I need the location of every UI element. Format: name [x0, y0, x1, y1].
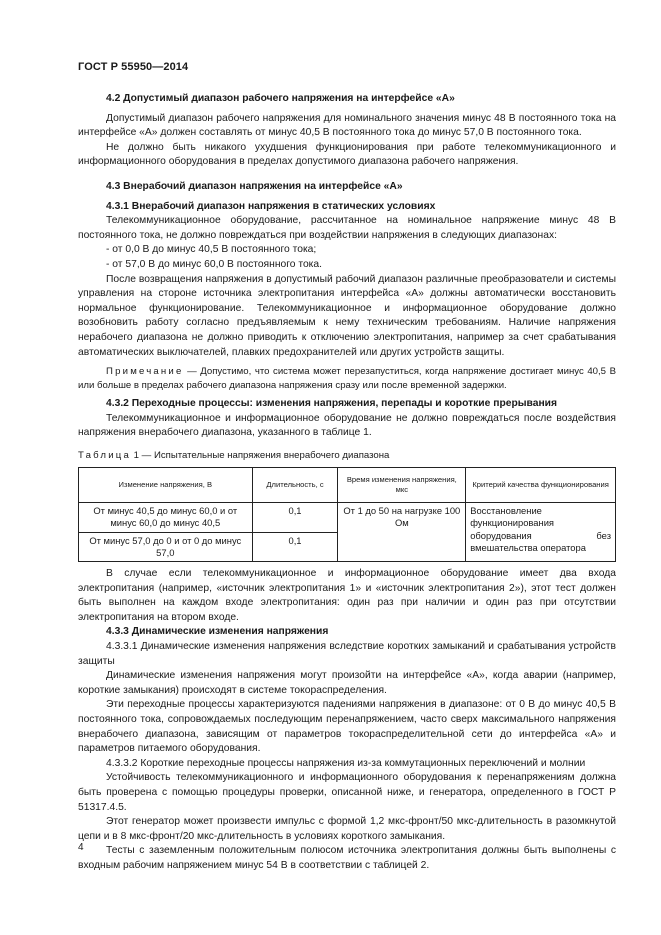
table-caption-label: Таблица	[78, 449, 132, 461]
table-cell-voltage: От минус 57,0 до 0 и от 0 до минус 57,0	[79, 532, 253, 561]
table-cell-voltage: От минус 40,5 до минус 60,0 и от минус 60,0 до минус 40,5	[79, 503, 253, 532]
table-cell-time: От 1 до 50 на нагрузке 100 Ом	[338, 503, 466, 562]
paragraph: В случае если телекоммуникационное и информационное оборудование имеет два входа электропитания (например, «источник электропитания 1» и «источник электропитания 2»), этот тест должен быть выполнен на каждом входе электропитания: один раз при наличии и один раз при отсутствии электропитания на втором входе.	[78, 568, 616, 623]
table-cell-criterion: Восстановление функционирования оборудования без вмешательства оператора	[466, 503, 616, 562]
table-cell-duration: 0,1	[252, 503, 338, 532]
paragraph: Допустимый диапазон рабочего напряжения для номинального значения минус 48 В постоянного тока на интерфейсе «А» должен составлять от минус 40,5 В постоянного тока до минус 57,0 В постоянного тока.	[78, 112, 616, 139]
section-4-3-title: 4.3 Внерабочий диапазон напряжения на интерфейсе «А»	[106, 180, 403, 192]
paragraph: Эти переходные процессы характеризуются падениями напряжения в диапазоне: от 0 В до минус 40,5 В постоянного тока, сопровождаемых последующим перенапряжением, часто сверх максимального напряжения внерабочего диапазона, зависящим от параметров токораспределительной сети до интерфейса «А» и параметров питаемого оборудования.	[78, 699, 616, 755]
paragraph: 4.3.3.2 Короткие переходные процессы напряжения из-за коммутационных переключений и молнии	[106, 757, 586, 769]
paragraph: Тесты с заземленным положительным полюсом источника электропитания должны быть выполнены с входным рабочим напряжением минус 54 В в соответствии с таблицей 2.	[78, 845, 616, 871]
list-item: - от 0,0 В до минус 40,5 В постоянного тока;	[106, 244, 317, 256]
paragraph: Динамические изменения напряжения могут произойти на интерфейсе «А», когда аварии (например, короткие замыкания) происходят в системе токораспределения.	[78, 670, 616, 696]
paragraph: После возвращения напряжения в допустимый рабочий диапазон различные преобразователи и системы управления на стороне источника электропитания интерфейса «А» должны автоматически восстановить нормальное функционирование. Телекоммуникационное и информационное оборудование должно возобновить работу согласно предъявляемым к нему техническим требованиям. Наличие напряжения нерабочего диапазона не должно приводить к отключению электропитания, например за счет срабатывания автоматических выключателей, плавких предохранителей или других устройств защиты.	[78, 273, 616, 358]
table-header-cell: Критерий качества функционирования	[466, 468, 616, 503]
section-4-3-2-title: 4.3.2 Переходные процессы: изменения напряжения, перепады и короткие прерывания	[106, 397, 558, 409]
section-4-3-1-title: 4.3.1 Внерабочий диапазон напряжения в статических условиях	[106, 200, 436, 212]
paragraph: Этот генератор может произвести импульс с формой 1,2 мкс-фронт/50 мкс-длительность в разомкнутой цепи и в 8 мкс-фронт/20 мкс-длительность в условиях короткого замыкания.	[78, 816, 616, 842]
table-caption	[78, 449, 616, 464]
note-text: — Допустимо, что система может перезапуститься, когда напряжение достигает минус 40,5 В или больше в пределах рабочего диапазона напряжения сразу или после временной задержки.	[78, 366, 616, 391]
table-caption-text: 1 — Испытательные напряжения внерабочего диапазона	[131, 449, 390, 461]
test-voltage-table	[78, 467, 616, 562]
paragraph: Не должно быть никакого ухудшения функционирования при работе телекоммуникационного и информационного оборудования в пределах допустимого диапазона рабочего напряжения.	[78, 141, 616, 168]
note	[78, 365, 616, 392]
table-header-cell: Изменение напряжения, В	[79, 468, 253, 503]
page-number: 4	[78, 842, 84, 853]
section-4-2-title: 4.2 Допустимый диапазон рабочего напряжения на интерфейсе «А»	[106, 93, 455, 104]
document-header: ГОСТ Р 55950—2014	[78, 61, 189, 73]
table-cell-duration: 0,1	[252, 532, 338, 561]
table-header-row	[79, 468, 616, 503]
document-body	[78, 92, 616, 874]
table-header-cell: Длительность, с	[252, 468, 338, 503]
paragraph: Телекоммуникационное и информационное оборудование не должно повреждаться после воздействия напряжения внерабочего диапазона, указанного в таблице 1.	[78, 412, 616, 439]
paragraph: Телекоммуникационное оборудование, рассчитанное на номинальное напряжение минус 48 В постоянного тока, не должно повреждаться при воздействии напряжения в следующих диапазонах:	[78, 215, 616, 241]
section-4-3-3-title: 4.3.3 Динамические изменения напряжения	[106, 626, 329, 638]
paragraph: Устойчивость телекоммуникационного и информационного оборудования к перенапряжениям должна быть проверена с помощью процедуры проверки, описанной ниже, и генератора, определенного в ГОСТ Р 51317.4.5.	[78, 772, 616, 813]
list-item: - от 57,0 В до минус 60,0 В постоянного тока.	[106, 258, 322, 270]
paragraph: 4.3.3.1 Динамические изменения напряжения вследствие коротких замыканий и срабатывания устройств защиты	[78, 641, 616, 667]
note-label: Примечание	[106, 366, 184, 378]
table-row	[79, 503, 616, 532]
table-header-cell: Время изменения напряжения, мкс	[338, 468, 466, 503]
